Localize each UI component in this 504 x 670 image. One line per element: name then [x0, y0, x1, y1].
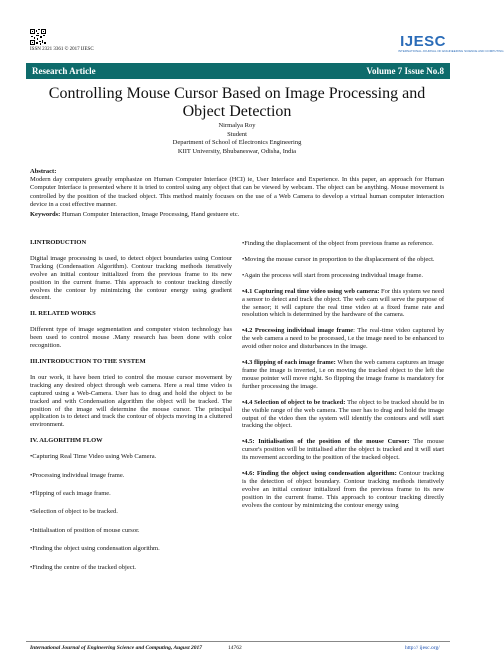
- abstract-text: Modern day computers greatly emphasize on Human Computer Interface (HCI) ie, User Interface and Experience. In this paper, an approach for Human Computer Interface is presented where it is tried to control using any object that can be viewed by webcam. The object can be anything. Mouse movement is controlled by the position of the tracked object. This method mainly focuses on the use of a Web Camera to develop a virtual human computer interaction device in a cost effective manner.: [30, 176, 444, 209]
- system-text: In our work, it have been tried to control the mouse cursor movement by tracking any desired object through web camera. Here a real time video is captured using a Web-Camera. User has to drag and hold the object to be tracked and with Condensation algorithm the object will be tracked. The position of the image will determine the mouse cursor. The principal application is to detect and track the contour of objects moving in a cluttered environment.: [30, 373, 232, 429]
- list-item: •Finding the object using condensation algorithm.: [30, 545, 160, 553]
- subsection-heading: •4.5: Initialisation of the position of the mouse Cursor:: [242, 438, 410, 446]
- subsection-4-5: [242, 438, 444, 462]
- author-affiliation: KIIT University, Bhubaneswar, Odisha, India: [177, 147, 297, 155]
- author-block: [30, 122, 444, 156]
- subsection-heading: •4.6: Finding the object using condensation algorithm:: [242, 470, 397, 478]
- author-name: Nirmalya Roy: [218, 122, 256, 129]
- list-item: •Capturing Real Time Video using Web Camera.: [30, 453, 157, 461]
- list-item: •Finding the centre of the tracked object.: [30, 563, 137, 571]
- issn-text: ISSN 2321 3361 © 2017 IJESC: [30, 47, 94, 52]
- subsection-text: : The real-time video captured by the web camera a need to be processed, i.e the image need to be enhanced to avoid other noice and disturbances in the image.: [242, 327, 444, 351]
- footer-url-link[interactable]: http:// ijesc.org/: [405, 645, 440, 651]
- subsection-4-3: [242, 359, 444, 391]
- list-item: •Finding the displacement of the object from previous frame as reference.: [242, 240, 434, 247]
- volume-issue: Volume 7 Issue No.8: [366, 66, 444, 76]
- list-item: •Initialisation of position of mouse cursor.: [30, 526, 140, 534]
- list-item: •Selection of object to be tracked.: [30, 508, 118, 516]
- subsection-heading: •4.2 Processing individual image frame: [242, 327, 354, 335]
- page-number: 14762: [228, 645, 242, 651]
- footer-journal: International Journal of Engineering Science and Computing, August 2017: [30, 645, 203, 651]
- logo-subtitle: INTERNATIONAL JOURNAL OF ENGINEERING SCIENCE AND COMPUTING: [398, 49, 504, 53]
- subsection-text: When the web camera captures an image frame the image is inverted, i.e on moving the tracked object to the left the mouse pointer will move right. So flipping the image frame is mandatory for further processing the image.: [242, 359, 445, 390]
- list-item: •Again the process will start from processing individual image frame.: [242, 271, 423, 279]
- keywords-label: Keywords:: [30, 211, 61, 218]
- subsection-text: The object to be tracked should be in the visible range of the web camera. The user has to drag and hold the image output of the video then the system will identify the contours and will start tracking the object.: [242, 398, 444, 430]
- author-department: Department of School of Electronics Engineering: [172, 139, 302, 146]
- subsection-text: Contour tracking is the detection of object boundary. Contour tracking methods iteratively evolve an initial contour initialized from the previous frame to its new position in the current frame. This approach to contour tracking directly evolves the contour by minimizing the contour energy using: [242, 470, 444, 509]
- subsection-text: For this system we need a sensor to detect and track the object. The web cam will serve the purpose of the sensor; it will capture the real time video at a fixed frame rate and resolution which is determined by the hardware of the camera.: [242, 287, 445, 319]
- keywords: [30, 211, 444, 219]
- keywords-text: Human Computer Interaction, Image Processing, Hand gestuere etc.: [60, 211, 240, 218]
- introduction-text: Digital image processing is used, to detect object boundaries using Contour Tracking (Condensation Algorithm). Contour tracking methods iteratively evolve an initial contour initialized from the previous frame to its new position in the current frame. This approach to contour tracking directly evolves the contour by minimizing the contour energy using gradient descent.: [30, 254, 232, 302]
- subsection-heading: •4.4 Selection of object to be tracked:: [242, 398, 346, 406]
- list-item: •Moving the mouse cursor in proportion to the displacement of the object.: [242, 255, 435, 263]
- section-heading-related-works: II. RELATED WORKS: [30, 310, 96, 318]
- subsection-4-2: [242, 327, 444, 351]
- right-column: [242, 240, 444, 518]
- logo-text: IJESC: [400, 33, 446, 50]
- subsection-4-1: [242, 288, 444, 320]
- related-works-text: Different type of image segmentation and computer vision technology has been used to control mouse .Many research has been done with color recognition.: [30, 326, 232, 350]
- subsection-heading: •4.1 Capturing real time video using web camera:: [242, 287, 380, 295]
- list-item: •Processing individual image frame.: [30, 471, 125, 479]
- footer-divider: [26, 641, 450, 642]
- subsection-heading: •4.3 flipping of each image frame:: [242, 359, 336, 367]
- journal-logo: [398, 31, 504, 55]
- left-column: [30, 239, 232, 582]
- abstract-heading: Abstract:: [30, 168, 57, 175]
- section-heading-introduction: I.INTRODUCTION: [30, 239, 87, 246]
- subsection-4-6: [242, 470, 444, 510]
- article-banner: [26, 63, 450, 79]
- paper-title: Controlling Mouse Cursor Based on Image Processing and Object Detection: [48, 85, 426, 120]
- subsection-4-4: [242, 399, 444, 431]
- section-heading-system: III.INTRODUCTION TO THE SYSTEM: [30, 357, 146, 365]
- qr-code-icon: [30, 29, 46, 45]
- list-item: •Flipping of each image frame.: [30, 489, 111, 497]
- article-type: Research Article: [32, 66, 96, 76]
- subsection-text: The mouse cursor's position will be initialised after the object is tracked and it will start its movement according to the position of the tracked object.: [242, 438, 444, 462]
- section-heading-algorithm-flow: IV. ALGORITHM FLOW: [30, 437, 103, 445]
- author-role: Student: [227, 130, 247, 138]
